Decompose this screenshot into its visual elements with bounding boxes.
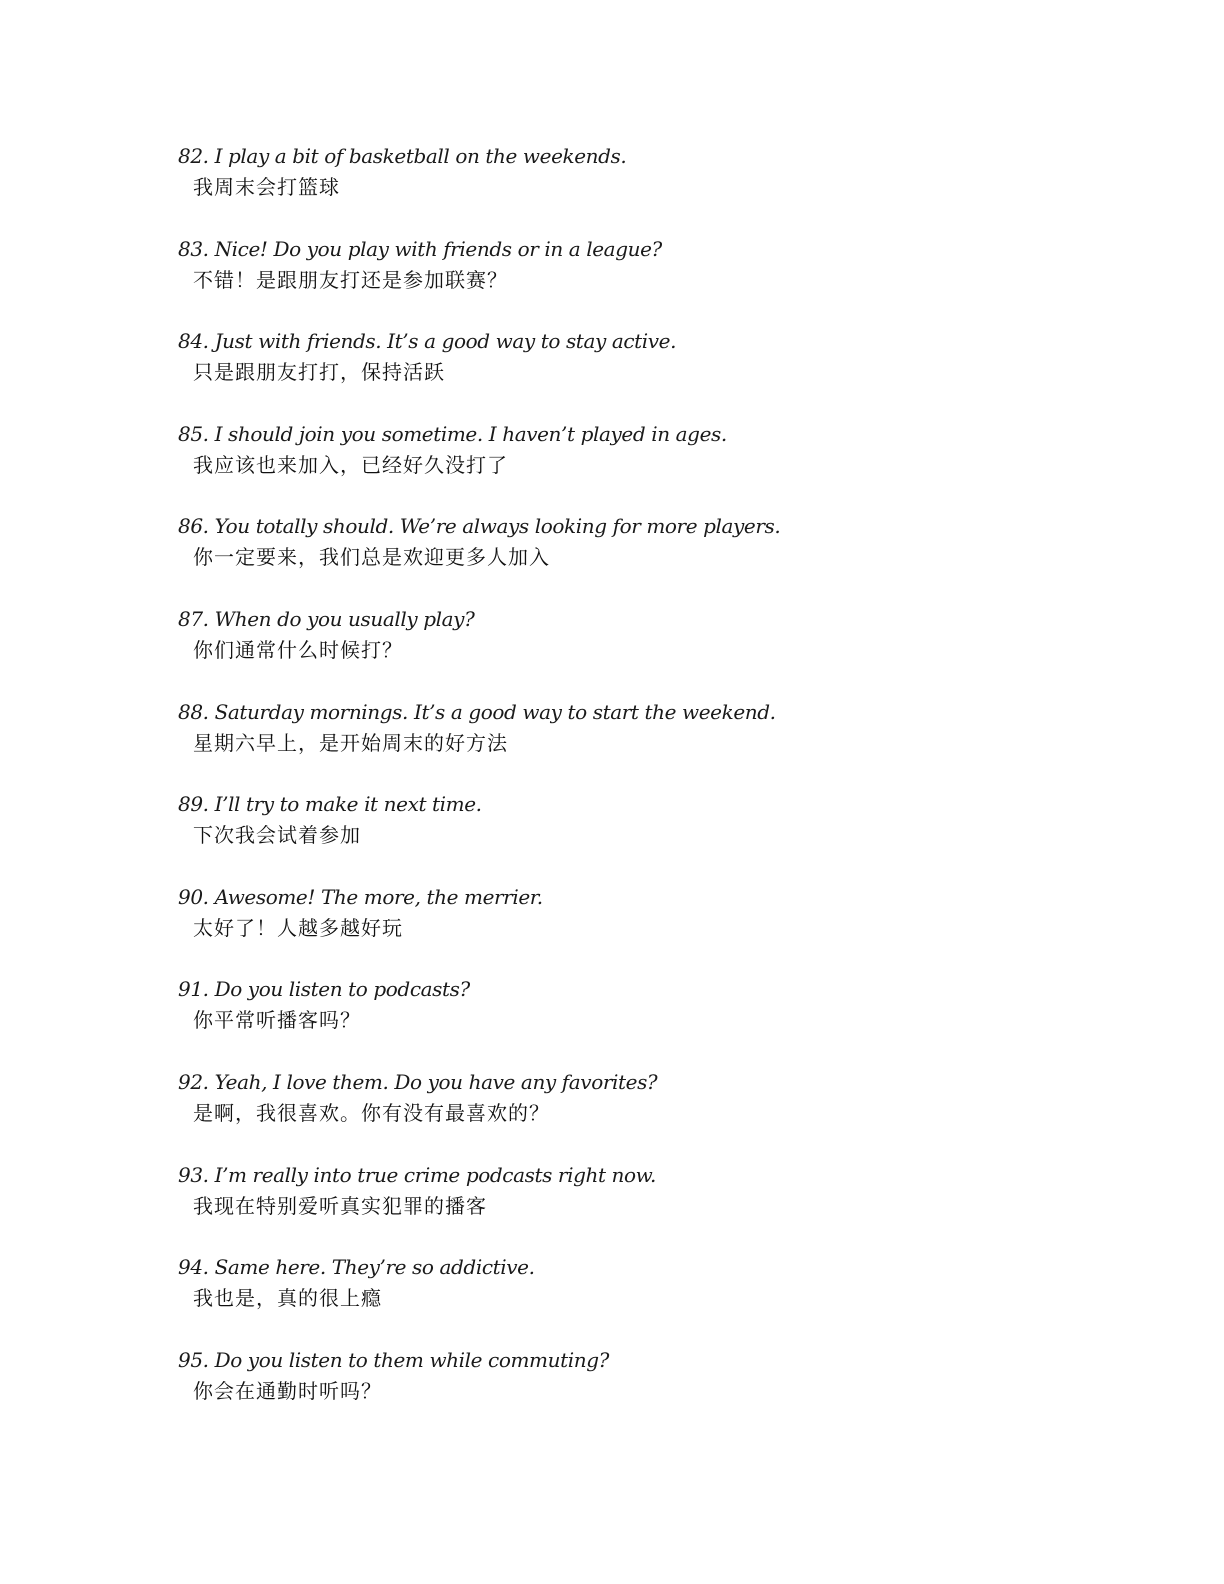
english-sentence: 89. I’ll try to make it next time.	[178, 792, 482, 817]
phrase-entry	[178, 1344, 1078, 1437]
chinese-translation: 下次我会试着参加	[193, 823, 361, 848]
phrase-entry	[178, 973, 1078, 1066]
chinese-translation: 你们通常什么时候打？	[193, 637, 403, 662]
phrase-entry	[178, 603, 1078, 696]
english-sentence: 86. You totally should. We’re always looking for more players.	[178, 514, 781, 539]
chinese-translation: 你平常听播客吗？	[193, 1008, 361, 1033]
chinese-translation: 星期六早上，是开始周末的好方法	[193, 730, 508, 755]
english-sentence: 94. Same here. They’re so addictive.	[178, 1255, 535, 1280]
chinese-translation: 只是跟朋友打打，保持活跃	[193, 360, 445, 385]
phrase-entry	[178, 1251, 1078, 1344]
phrase-entry	[178, 1066, 1078, 1159]
chinese-translation: 我也是，真的很上瘾	[193, 1286, 382, 1311]
phrase-entry	[178, 325, 1078, 418]
phrase-entry	[178, 788, 1078, 881]
english-sentence: 95. Do you listen to them while commuting?	[178, 1347, 609, 1372]
english-sentence: 85. I should join you sometime. I haven’t played in ages.	[178, 421, 727, 446]
chinese-translation: 我周末会打篮球	[193, 175, 340, 199]
phrase-entry	[178, 233, 1078, 326]
phrase-entry	[178, 696, 1078, 789]
english-sentence: 90. Awesome! The more, the merrier.	[178, 884, 543, 909]
english-sentence: 91. Do you listen to podcasts?	[178, 977, 470, 1002]
phrase-entry	[178, 418, 1078, 511]
english-sentence: 92. Yeah, I love them. Do you have any favorites?	[178, 1069, 658, 1094]
phrase-entry	[178, 510, 1078, 603]
english-sentence: 87. When do you usually play?	[178, 606, 475, 631]
phrase-entry	[178, 881, 1078, 974]
english-sentence: 88. Saturday mornings. It’s a good way to start the weekend.	[178, 699, 776, 724]
english-sentence: 83. Nice! Do you play with friends or in a league?	[178, 236, 662, 261]
chinese-translation: 太好了！人越多越好玩	[193, 915, 403, 940]
chinese-translation: 不错！是跟朋友打还是参加联赛？	[193, 267, 508, 292]
chinese-translation: 我应该也来加入，已经好久没打了	[193, 452, 508, 477]
english-sentence: 82. I play a bit of basketball on the weekends.	[178, 144, 627, 168]
english-sentence: 93. I’m really into true crime podcasts right now.	[178, 1162, 656, 1187]
chinese-translation: 我现在特别爱听真实犯罪的播客	[193, 1193, 487, 1218]
phrase-list	[178, 140, 1078, 1436]
chinese-translation: 你一定要来，我们总是欢迎更多人加入	[193, 545, 550, 570]
chinese-translation: 是啊，我很喜欢。你有没有最喜欢的？	[193, 1100, 550, 1125]
phrase-entry	[178, 1159, 1078, 1252]
phrase-entry	[178, 140, 1078, 233]
chinese-translation: 你会在通勤时听吗？	[193, 1378, 382, 1403]
english-sentence: 84. Just with friends. It’s a good way to stay active.	[178, 329, 677, 354]
